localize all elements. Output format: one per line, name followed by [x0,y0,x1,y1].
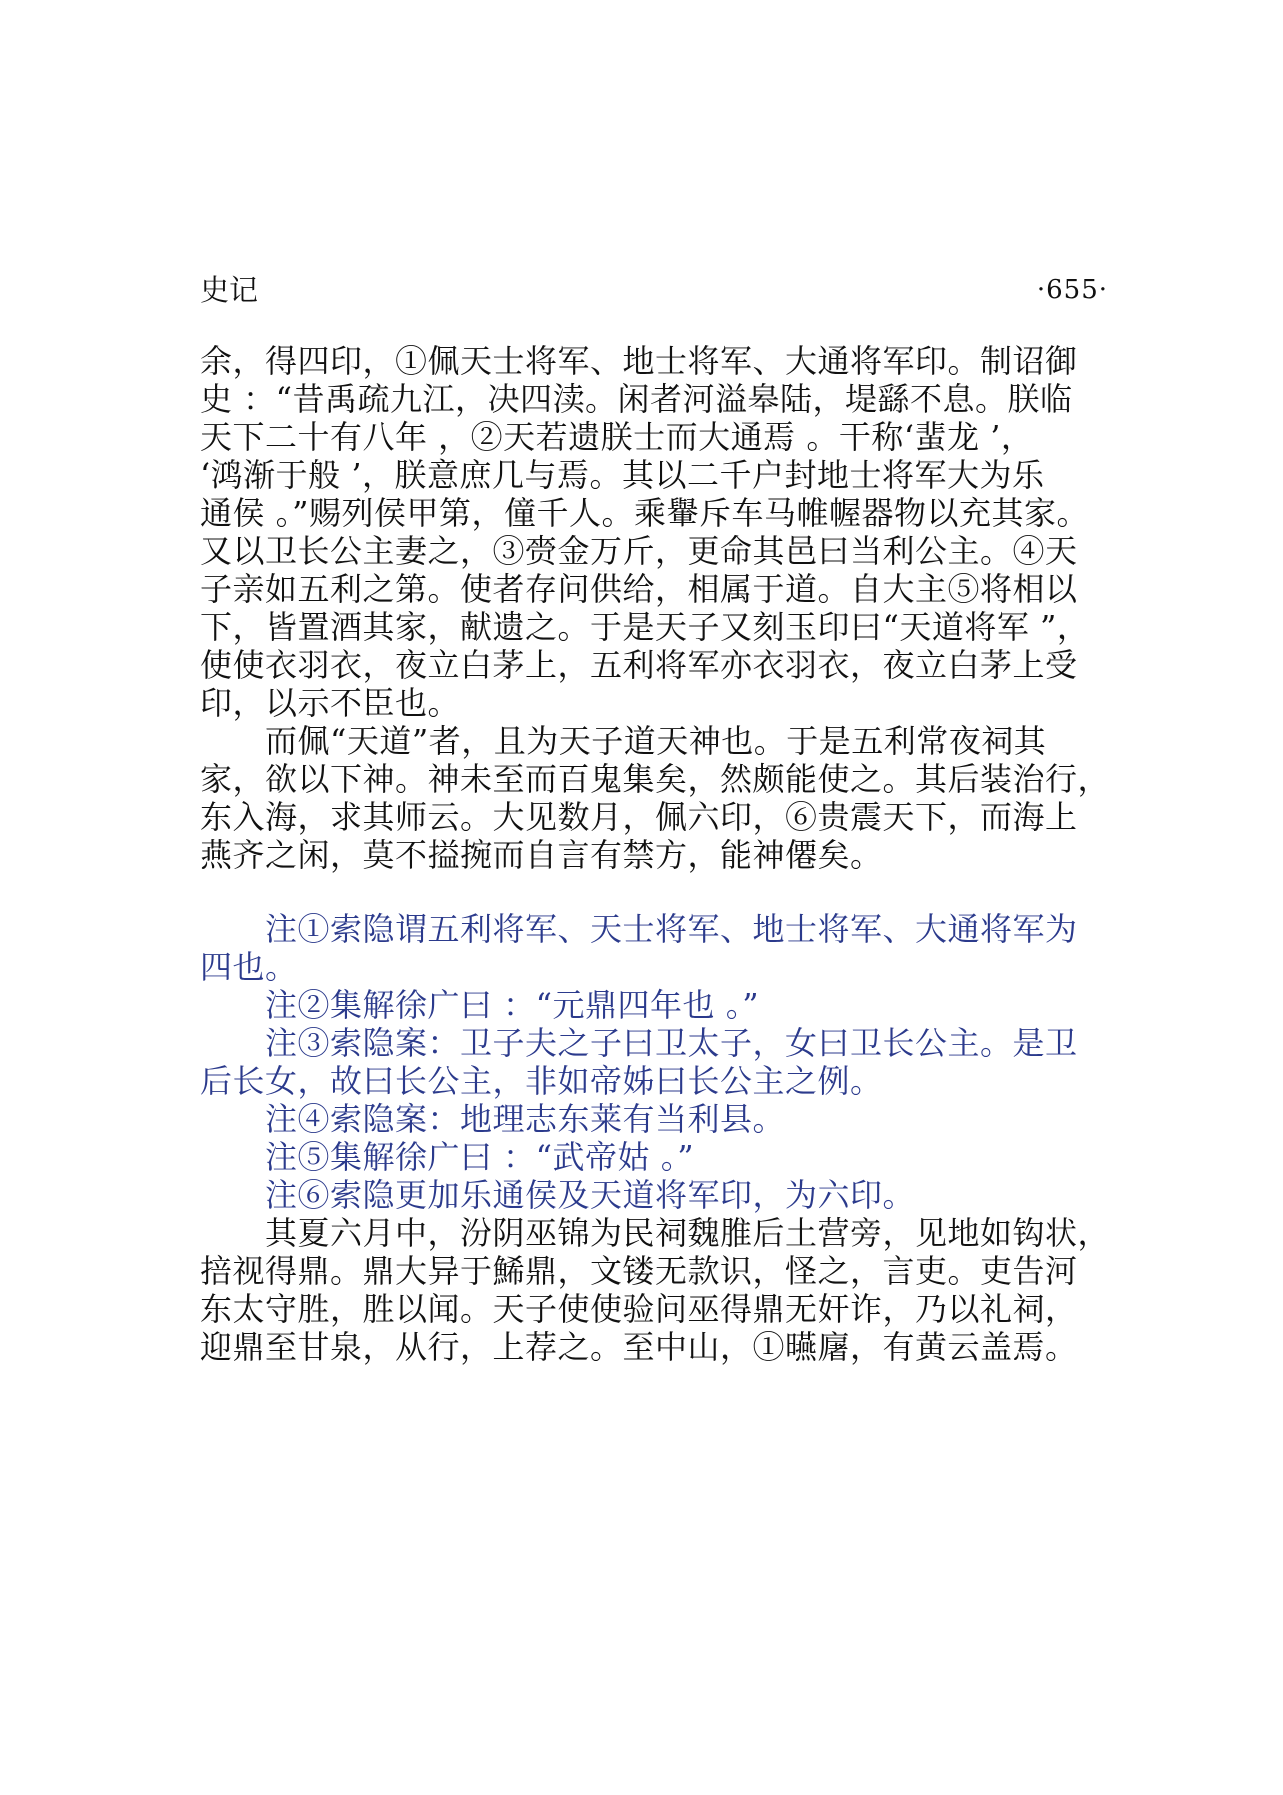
book-page [200,268,1111,1366]
section-gap [200,874,1100,910]
text-line: 东太守胜，胜以闻。天子使使验问巫得鼎无奸诈，乃以礼祠， [200,1290,1078,1328]
text-line: 使使衣羽衣，夜立白茅上，五利将军亦衣羽衣，夜立白茅上受 [200,646,1078,684]
note-line: 注③索隐案：卫子夫之子曰卫太子，女曰卫长公主。是卫 [200,1024,1078,1062]
text-line: 又以卫长公主妻之，③赍金万斤，更命其邑曰当利公主。④天 [200,532,1078,570]
note-line: 注④索隐案：地理志东莱有当利县。 [200,1100,786,1138]
text-line: 余，得四印，①佩天士将军、地士将军、大通将军印。制诏御 [200,342,1078,380]
text-line: 而佩“天道”者，且为天子道天神也。于是五利常夜祠其 [200,722,1047,760]
note-line: 后长女，故曰长公主，非如帝姊曰长公主之例。 [200,1062,883,1100]
text-line: 史 ：“昔禹疏九江，决四渎。闲者河溢皋陆，堤繇不息。朕临 [200,380,1073,418]
text-line: 通侯 。”赐列侯甲第，僮千人。乘轝斥车马帷幄器物以充其家。 [200,494,1090,532]
annotation-notes [200,910,1100,1214]
note-line: 注②集解徐广曰 ：“元鼎四年也 。” [200,986,760,1024]
text-line: 家，欲以下神。神未至而百鬼集矣，然颇能使之。其后装治行， [200,760,1111,798]
text-line: 东入海，求其师云。大见数月，佩六印，⑥贵震天下，而海上 [200,798,1078,836]
book-title: 史记 [200,273,259,307]
text-line: 迎鼎至甘泉，从行，上荐之。至中山，①曣廜，有黄云盖焉。 [200,1328,1078,1366]
main-text [200,342,1111,874]
continued-text [200,1214,1111,1366]
text-line: 印，以示不臣也。 [200,684,461,722]
text-line: ‘鸿渐于般 ’，朕意庶几与焉。其以二千户封地士将军大为乐 [200,456,1045,494]
text-line: 燕齐之闲，莫不搤捥而自言有禁方，能神僊矣。 [200,836,883,874]
note-line: 注⑥索隐更加乐通侯及天道将军印，为六印。 [200,1176,916,1214]
text-line: 下，皆置酒其家，献遗之。于是天子又刻玉印曰“天道将军 ”， [200,608,1090,646]
text-line: 其夏六月中，汾阴巫锦为民祠魏脽后土营旁，见地如钩状， [200,1214,1111,1252]
text-line: 掊视得鼎。鼎大异于鯑鼎，文镂无款识，怪之，言吏。吏告河 [200,1252,1078,1290]
note-line: 注⑤集解徐广曰 ：“武帝姑 。” [200,1138,695,1176]
page-header [200,268,1108,312]
note-line: 四也。 [200,948,298,986]
note-line: 注①索隐谓五利将军、天士将军、地士将军、大通将军为 [200,910,1078,948]
text-line: 子亲如五利之第。使者存问供给，相属于道。自大主⑤将相以 [200,570,1078,608]
text-line: 天下二十有八年 ，②天若遗朕士而大通焉 。干称‘蜚龙 ’， [200,418,1034,456]
page-number: ·655· [1036,275,1108,305]
